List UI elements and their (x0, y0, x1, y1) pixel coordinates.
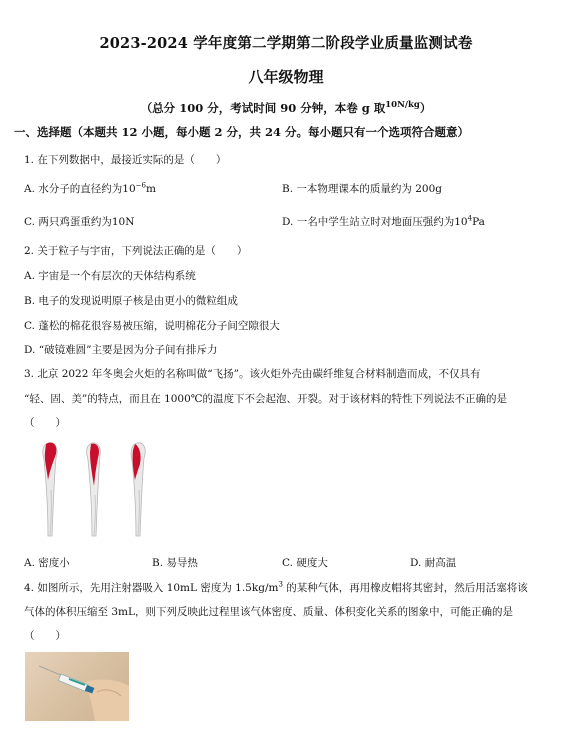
q1-option-a (24, 181, 156, 196)
q1-a-sup: −6 (135, 181, 146, 190)
q4-line-2: 气体的体积压缩至 3mL，则下列反映此过程里该气体密度、质量、体积变化关系的图象中，可能正确的是 (24, 606, 513, 618)
q1-option-b: B. 一本物理课本的质量约为 200g (282, 183, 442, 195)
q1-d-suffix: Pa (472, 216, 485, 228)
section-heading: 一、选择题（本题共 12 小题，每小题 2 分，共 24 分。每小题只有一个选项符合题意） (14, 125, 470, 139)
q2-option-c: C. 蓬松的棉花很容易被压缩，说明棉花分子间空隙很大 (24, 320, 280, 332)
torch-image-1 (36, 440, 66, 540)
syringe-image (25, 652, 129, 721)
q3-option-c: C. 硬度大 (282, 557, 328, 569)
q2-option-b: B. 电子的发现说明原子核是由更小的微粒组成 (24, 295, 238, 307)
q4-line-1-prefix: 4. 如图所示，先用注射器吸入 10mL 密度为 1.5kg/m (24, 582, 279, 594)
q1-stem: 1. 在下列数据中，最接近实际的是（ ） (24, 154, 227, 166)
exam-title: 2023-2024 学年度第二学期第二阶段学业质量监测试卷 (99, 35, 473, 52)
syringe-photo (25, 652, 129, 721)
q4-line-1-suffix: 的某种气体，再用橡皮帽将其密封，然后用活塞将该 (282, 582, 528, 594)
q4-line-3: （ ） (24, 630, 66, 642)
torch-image-2 (80, 440, 110, 540)
q3-option-d: D. 耐高温 (410, 557, 457, 569)
q1-option-c: C. 两只鸡蛋重约为10N (24, 216, 135, 228)
q1-d-sup: 4 (467, 214, 473, 223)
note-main: （总分 100 分，考试时间 90 分钟，本卷 g 取 (140, 101, 386, 115)
exam-note (0, 100, 572, 116)
q4-line-1 (24, 580, 528, 595)
q3-option-a: A. 密度小 (24, 557, 70, 569)
torch-image-3 (124, 440, 154, 540)
note-end: ） (419, 101, 432, 115)
q3-option-b: B. 易导热 (152, 557, 198, 569)
q2-option-d: D. “破镜难圆”主要是因为分子间有排斥力 (24, 344, 218, 356)
q3-line-2: “轻、固、美”的特点，而且在 1000℃的温度下不会起泡、开裂。对于该材料的特性下列说法不正确的是 (24, 393, 508, 405)
q1-option-d (282, 214, 485, 229)
q1-d-prefix: D. 一名中学生站立时对地面压强约为10 (282, 216, 468, 228)
q2-stem: 2. 关于粒子与宇宙，下列说法正确的是（ ） (24, 245, 248, 257)
q3-line-1: 3. 北京 2022 年冬奥会火炬的名称叫做“飞扬”。该火炬外壳由碳纤维复合材料制造而成，不仅具有 (24, 368, 481, 380)
note-g-value: 10N/kg (385, 100, 420, 111)
q1-a-prefix: A. 水分子的直径约为10 (24, 183, 136, 195)
q2-option-a: A. 宇宙是一个有层次的天体结构系统 (24, 270, 196, 282)
exam-subtitle: 八年级物理 (248, 68, 324, 86)
q3-line-3: （ ） (24, 417, 66, 429)
q1-a-suffix: m (145, 183, 156, 195)
q4-unit-sup: 3 (278, 580, 283, 589)
